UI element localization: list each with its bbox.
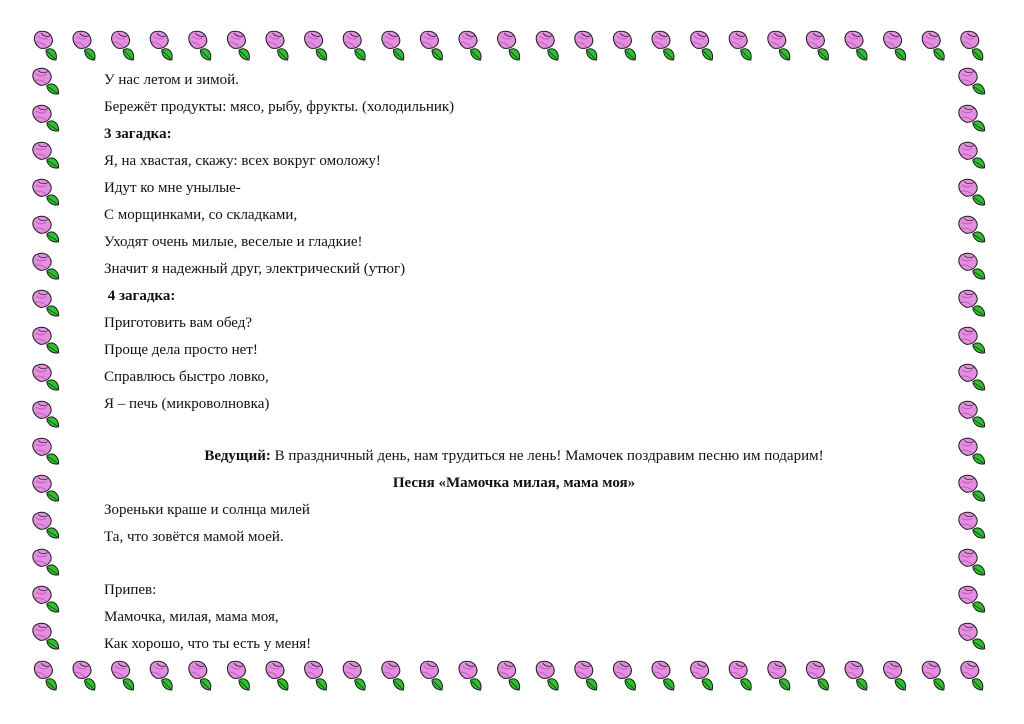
text-line: Значит я надежный друг, электрический (утюг) bbox=[104, 261, 406, 277]
rose-icon bbox=[31, 510, 59, 543]
song-title: Песня «Мамочка милая, мама моя» bbox=[392, 475, 636, 491]
rose-icon bbox=[613, 661, 635, 690]
rose-icon bbox=[884, 661, 906, 690]
rose-icon bbox=[768, 31, 790, 60]
rose-icon bbox=[536, 661, 558, 690]
rose-icon bbox=[957, 473, 985, 506]
rose-icon bbox=[957, 547, 985, 580]
rose-icon bbox=[575, 31, 597, 60]
text-line: Уходят очень милые, веселые и гладкие! bbox=[104, 234, 363, 250]
rose-icon bbox=[613, 31, 635, 60]
text-line: Проще дела просто нет! bbox=[104, 342, 258, 358]
rose-icon bbox=[957, 140, 985, 173]
rose-icon bbox=[31, 547, 59, 580]
text-line: Бережёт продукты: мясо, рыбу, фрукты. (холодильник) bbox=[104, 99, 455, 115]
rose-icon bbox=[806, 31, 828, 60]
rose-icon bbox=[957, 436, 985, 469]
chorus-label: Припев: bbox=[104, 582, 157, 598]
rose-icon bbox=[112, 31, 134, 60]
rose-icon bbox=[31, 177, 59, 210]
text-line: Как хорошо, что ты есть у меня! bbox=[104, 636, 312, 652]
rose-icon bbox=[73, 31, 95, 60]
rose-icon bbox=[31, 399, 59, 432]
rose-icon bbox=[922, 661, 944, 690]
rose-icon bbox=[31, 325, 59, 358]
text-line: Зореньки краше и солнца милей bbox=[104, 502, 310, 518]
rose-icon bbox=[768, 661, 790, 690]
rose-icon bbox=[957, 251, 985, 284]
rose-icon bbox=[31, 584, 59, 617]
rose-icon bbox=[961, 31, 983, 60]
rose-icon bbox=[498, 31, 520, 60]
rose-icon bbox=[189, 31, 211, 60]
rose-icon bbox=[31, 103, 59, 136]
rose-icon bbox=[729, 31, 751, 60]
text-line: Та, что зовётся мамой моей. bbox=[104, 529, 284, 545]
text-line: У нас летом и зимой. bbox=[104, 72, 239, 88]
rose-icon bbox=[459, 31, 481, 60]
rose-icon bbox=[691, 31, 713, 60]
rose-icon bbox=[31, 362, 59, 395]
text-line: С морщинками, со складками, bbox=[104, 207, 298, 223]
rose-icon bbox=[957, 288, 985, 321]
rose-icon bbox=[961, 661, 983, 690]
rose-icon bbox=[729, 661, 751, 690]
rose-icon bbox=[922, 31, 944, 60]
rose-icon bbox=[31, 140, 59, 173]
host-text: В праздничный день, нам трудиться не лень! Мамочек поздравим песню им подарим! bbox=[270, 448, 824, 464]
rose-icon bbox=[957, 325, 985, 358]
rose-icon bbox=[575, 661, 597, 690]
rose-icon bbox=[957, 584, 985, 617]
text-line: Справлюсь быстро ловко, bbox=[104, 369, 269, 385]
host-line bbox=[104, 446, 924, 466]
rose-icon bbox=[884, 31, 906, 60]
rose-icon bbox=[652, 661, 674, 690]
rose-icon bbox=[957, 214, 985, 247]
rose-icon bbox=[382, 661, 404, 690]
text-line: Идут ко мне унылые- bbox=[104, 180, 241, 196]
text-line: Приготовить вам обед? bbox=[104, 315, 253, 331]
text-line: Я – печь (микроволновка) bbox=[104, 396, 270, 412]
rose-icon bbox=[31, 251, 59, 284]
rose-icon bbox=[112, 661, 134, 690]
rose-icon bbox=[498, 661, 520, 690]
rose-icon bbox=[266, 31, 288, 60]
rose-icon bbox=[845, 661, 867, 690]
rose-icon bbox=[150, 31, 172, 60]
rose-icon bbox=[957, 177, 985, 210]
text-line: Я, на хвастая, скажу: всех вокруг омоложу! bbox=[104, 153, 381, 169]
rose-icon bbox=[957, 510, 985, 543]
rose-icon bbox=[31, 473, 59, 506]
rose-icon bbox=[305, 661, 327, 690]
rose-icon bbox=[536, 31, 558, 60]
rose-icon bbox=[31, 66, 59, 99]
rose-icon bbox=[957, 66, 985, 99]
riddle-heading: 4 загадка: bbox=[104, 288, 176, 304]
rose-icon bbox=[227, 661, 249, 690]
rose-icon bbox=[420, 661, 442, 690]
rose-icon bbox=[957, 399, 985, 432]
rose-icon bbox=[382, 31, 404, 60]
rose-icon bbox=[189, 661, 211, 690]
rose-icon bbox=[227, 31, 249, 60]
rose-icon bbox=[459, 661, 481, 690]
rose-icon bbox=[420, 31, 442, 60]
rose-icon bbox=[31, 436, 59, 469]
text-line: Мамочка, милая, мама моя, bbox=[104, 609, 279, 625]
riddle-heading: 3 загадка: bbox=[104, 126, 172, 142]
rose-icon bbox=[34, 661, 56, 690]
rose-icon bbox=[806, 661, 828, 690]
host-label: Ведущий: bbox=[204, 448, 271, 464]
rose-icon bbox=[266, 661, 288, 690]
rose-icon bbox=[691, 661, 713, 690]
rose-icon bbox=[34, 31, 56, 60]
rose-icon bbox=[957, 621, 985, 654]
rose-icon bbox=[150, 661, 172, 690]
rose-icon bbox=[73, 661, 95, 690]
rose-icon bbox=[957, 362, 985, 395]
rose-icon bbox=[957, 103, 985, 136]
rose-icon bbox=[31, 288, 59, 321]
rose-icon bbox=[845, 31, 867, 60]
rose-icon bbox=[305, 31, 327, 60]
rose-icon bbox=[31, 214, 59, 247]
rose-icon bbox=[343, 31, 365, 60]
rose-icon bbox=[31, 621, 59, 654]
rose-icon bbox=[343, 661, 365, 690]
rose-icon bbox=[652, 31, 674, 60]
